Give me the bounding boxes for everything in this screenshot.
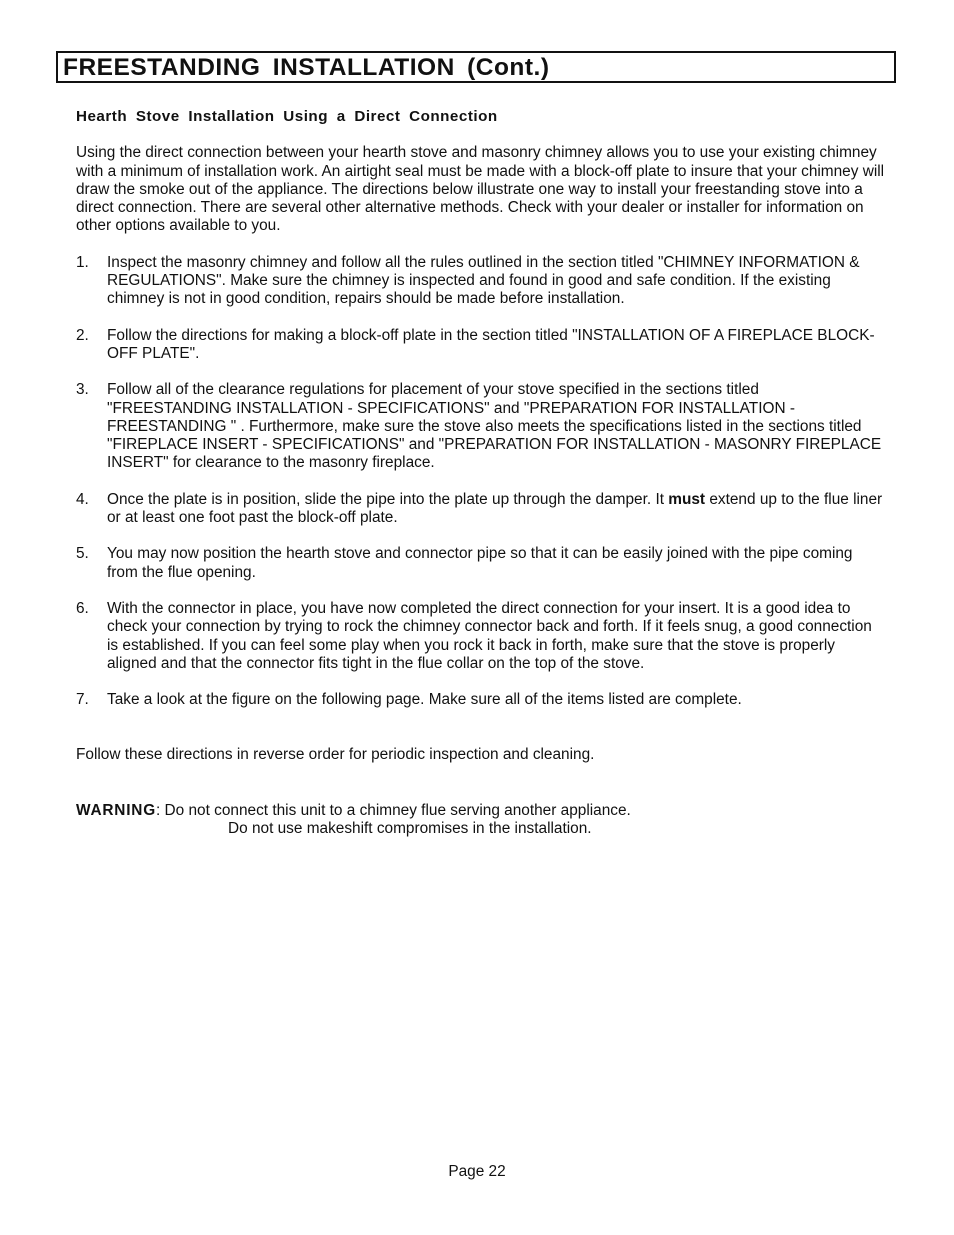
warning-label: WARNING (76, 801, 156, 819)
step-number: 6. (76, 599, 89, 617)
step-text-before: Once the plate is in position, slide the pipe into the plate up through the damper. It (107, 490, 669, 508)
warning-text-1: : Do not connect this unit to a chimney flue serving another appliance. (155, 801, 631, 819)
list-item (76, 545, 886, 582)
step-text: Inspect the masonry chimney and follow all the rules outlined in the section titled "CHIMNEY INFORMATION & REGULATIONS". Make sure the chimney is inspected and found in good and safe condition. If the existing chimney is not in good condition, repairs should be made before installation. (107, 253, 860, 308)
page-title: FREESTANDING INSTALLATION (Cont.) (63, 54, 550, 81)
section-title-box (56, 51, 896, 83)
step-text-after: extend up to the flue liner or at least one foot past the block-off plate. (107, 490, 883, 527)
step-text: Take a look at the figure on the following page. Make sure all of the items listed are complete. (107, 691, 742, 709)
page-number: Page 22 (448, 1163, 506, 1180)
steps-list (76, 254, 886, 710)
step-number: 1. (76, 253, 89, 271)
step-number: 7. (76, 691, 89, 709)
warning-block (76, 802, 886, 839)
step-number: 4. (76, 490, 89, 508)
warning-line-2: Do not use makeshift compromises in the installation. (228, 820, 592, 838)
list-item (76, 327, 886, 364)
emphasis-must: must (668, 490, 706, 508)
step-number: 3. (76, 381, 89, 399)
step-text: With the connector in place, you have now completed the direct connection for your insert. It is a good idea to check your connection by trying to rock the chimney connector back and forth. If it feels snug, a good connection is established. If you can feel some play when you rock it back in forth, make sure that the stove is properly aligned and that the connector fits tight in the flue collar on the top of the stove. (107, 599, 872, 672)
list-item (76, 491, 886, 528)
closing-paragraph: Follow these directions in reverse order for periodic inspection and cleaning. (76, 746, 595, 764)
main-content (76, 108, 886, 838)
step-text: You may now position the hearth stove and connector pipe so that it can be easily joined with the pipe coming from the flue opening. (107, 545, 853, 581)
step-text (107, 491, 882, 526)
step-number: 2. (76, 326, 89, 344)
list-item (76, 254, 886, 309)
step-number: 5. (76, 545, 89, 563)
intro-paragraph: Using the direct connection between your hearth stove and masonry chimney allows you to use your existing chimney with a minimum of installation work. An airtight seal must be made with a block-off plate to insure that your chimney will draw the smoke out of the appliance. The directions below illustrate one way to install your freestanding stove into a direct connection. There are several other alternative methods. Check with your dealer or installer for information on other options available to you. (76, 144, 885, 235)
list-item (76, 381, 886, 472)
list-item (76, 600, 886, 673)
list-item (76, 691, 886, 709)
section-heading: Hearth Stove Installation Using a Direct Connection (76, 108, 498, 125)
warning-line-1 (76, 802, 886, 820)
step-text: Follow all of the clearance regulations for placement of your stove specified in the sections titled "FREESTANDING INSTALLATION - SPECIFICATIONS" and "PREPARATION FOR INSTALLATION - FREESTANDING " . Furthermore, make sure the stove also meets the specifications listed in the sections titled "FIREPLACE INSERT - SPECIFICATIONS" and "PREPARATION FOR INSTALLATION - MASONRY FIREPLACE INSERT" for clearance to the masonry fireplace. (107, 381, 882, 472)
step-text: Follow the directions for making a block-off plate in the section titled "INSTALLATION OF A FIREPLACE BLOCK-OFF PLATE". (107, 326, 875, 362)
